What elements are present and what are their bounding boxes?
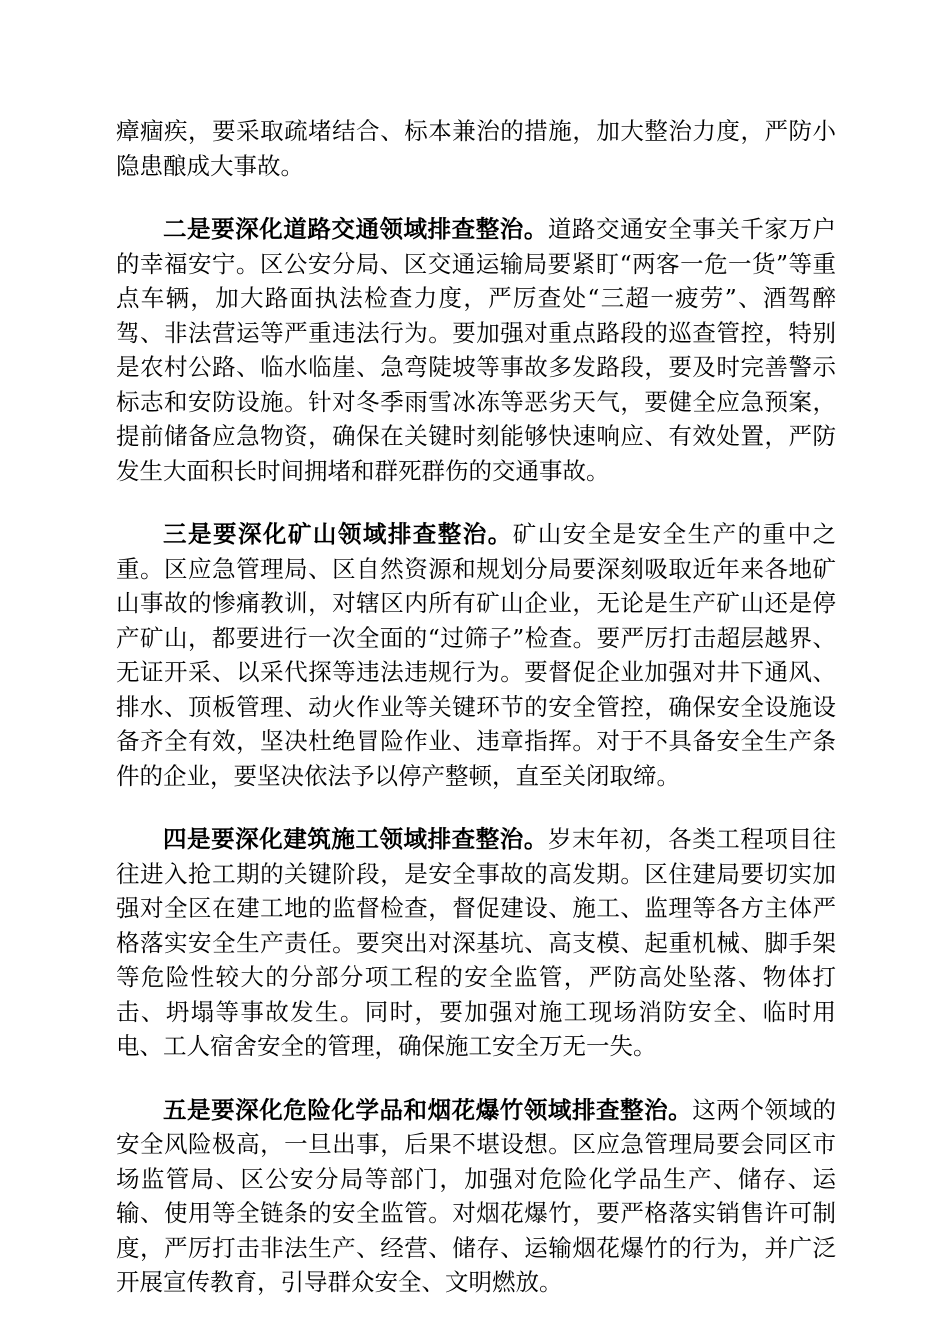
document-body <box>116 114 836 1329</box>
paragraph-text: 道路交通安全事关千家万户的幸福安宁。区公安分局、区交通运输局要紧盯“两客一危一货”等重点车辆，加大路面执法检查力度，严厉查处“三超一疲劳”、酒驾醉驾、非法营运等严重违法行为。要加强对重点路段的巡查管控，特别是农村公路、临水临崖、急弯陡坡等事故多发路段，要及时完善警示标志和安防设施。针对冬季雨雪冰冻等恶劣天气，要健全应急预案，提前储备应急物资，确保在关键时刻能够快速响应、有效处置，严防发生大面积长时间拥堵和群死群伤的交通事故。 <box>116 215 837 485</box>
paragraph-construction <box>116 822 836 1064</box>
paragraph-heading: 四是要深化建筑施工领域排查整治。 <box>163 825 548 853</box>
paragraph-road-traffic <box>116 212 836 488</box>
paragraph-text: 瘴痼疾，要采取疏堵结合、标本兼治的措施，加大整治力度，严防小隐患酿成大事故。 <box>116 117 836 180</box>
paragraph-continuation <box>116 114 836 183</box>
paragraph-heading: 三是要深化矿山领域排查整治。 <box>163 520 513 548</box>
paragraph-hazardous-chemicals <box>116 1093 836 1300</box>
paragraph-text: 这两个领域的安全风险极高，一旦出事，后果不堪设想。区应急管理局要会同区市场监管局、区公安分局等部门，加强对危险化学品生产、储存、运输、使用等全链条的安全监管。对烟花爆竹，要严格落实销售许可制度，严厉打击非法生产、经营、储存、运输烟花爆竹的行为，并广泛开展宣传教育，引导群众安全、文明燃放。 <box>116 1095 837 1296</box>
paragraph-heading: 五是要深化危险化学品和烟花爆竹领域排查整治。 <box>163 1095 693 1124</box>
paragraph-text: 岁末年初，各类工程项目往往进入抢工期的关键阶段，是安全事故的高发期。区住建局要切实加强对全区在建工地的监督检查，督促建设、施工、监理等各方主体严格落实安全生产责任。要突出对深基坑、高支模、起重机械、脚手架等危险性较大的分部分项工程的安全监管，严防高处坠落、物体打击、坍塌等事故发生。同时，要加强对施工现场消防安全、临时用电、工人宿舍安全的管理，确保施工安全万无一失。 <box>116 825 837 1060</box>
paragraph-mining <box>116 517 836 793</box>
paragraph-text: 矿山安全是安全生产的重中之重。区应急管理局、区自然资源和规划分局要深刻吸取近年来各地矿山事故的惨痛教训，对辖区内所有矿山企业，无论是生产矿山还是停产矿山，都要进行一次全面的“过筛子”检查。要严厉打击超层越界、无证开采、以采代探等违法违规行为。要督促企业加强对井下通风、排水、顶板管理、动火作业等关键环节的安全管控，确保安全设施设备齐全有效，坚决杜绝冒险作业、违章指挥。对于不具备安全生产条件的企业，要坚决依法予以停产整顿，直至关闭取缔。 <box>116 520 837 790</box>
paragraph-heading: 二是要深化道路交通领域排查整治。 <box>163 215 548 243</box>
